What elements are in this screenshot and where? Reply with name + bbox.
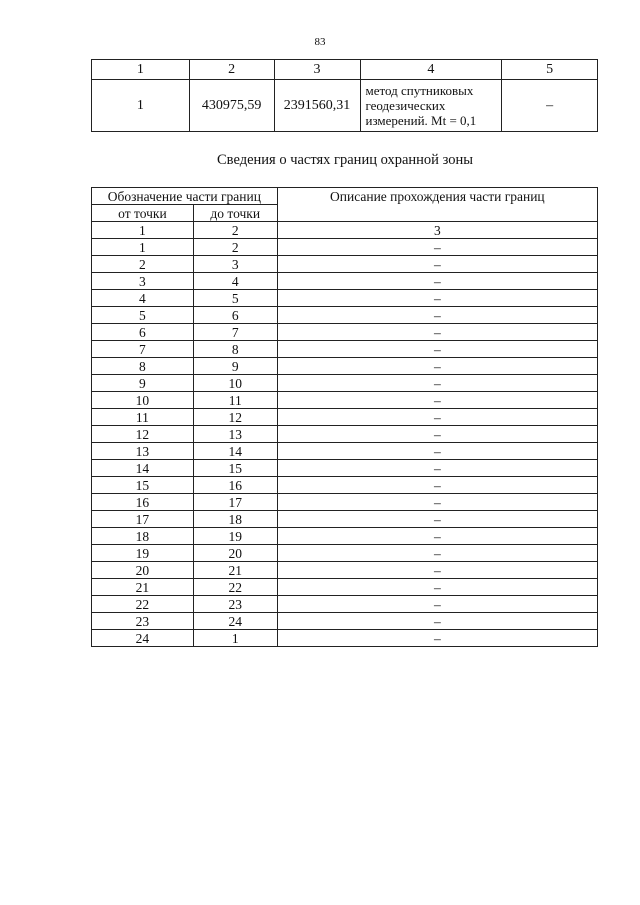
designation-header: Обозначение части границ xyxy=(92,188,278,205)
from-point-cell: 3 xyxy=(92,273,194,290)
table-row xyxy=(92,494,598,511)
boundary-parts-table xyxy=(91,187,598,647)
to-point-cell: 24 xyxy=(193,613,277,630)
description-cell: – xyxy=(277,358,597,375)
from-point-cell: 1 xyxy=(92,239,194,256)
to-point-cell: 16 xyxy=(193,477,277,494)
from-point-cell: 23 xyxy=(92,613,194,630)
from-point-cell: 5 xyxy=(92,307,194,324)
from-point-cell: 6 xyxy=(92,324,194,341)
from-point-cell: 4 xyxy=(92,290,194,307)
from-point-cell: 15 xyxy=(92,477,194,494)
to-point-cell: 22 xyxy=(193,579,277,596)
coordinates-table xyxy=(91,59,598,132)
description-cell: – xyxy=(277,545,597,562)
table-row xyxy=(92,613,598,630)
description-cell: – xyxy=(277,256,597,273)
table-row xyxy=(92,409,598,426)
x-coordinate: 430975,59 xyxy=(189,80,274,132)
table-row xyxy=(92,630,598,647)
boundary-rows xyxy=(92,239,598,647)
method-line-1: метод спутниковых xyxy=(365,83,474,98)
to-point-cell: 18 xyxy=(193,511,277,528)
description-cell: – xyxy=(277,375,597,392)
table-row xyxy=(92,358,598,375)
to-point-cell: 8 xyxy=(193,341,277,358)
from-point-cell: 16 xyxy=(92,494,194,511)
table-row xyxy=(92,324,598,341)
column-number-3: 3 xyxy=(277,222,597,239)
description-cell: – xyxy=(277,562,597,579)
description-cell: – xyxy=(277,409,597,426)
from-point-cell: 8 xyxy=(92,358,194,375)
column-number-2: 2 xyxy=(193,222,277,239)
description-cell: – xyxy=(277,613,597,630)
to-point-cell: 10 xyxy=(193,375,277,392)
description-cell: – xyxy=(277,273,597,290)
to-point-cell: 3 xyxy=(193,256,277,273)
to-point-cell: 20 xyxy=(193,545,277,562)
method-line-2: геодезических xyxy=(365,98,446,113)
header-cell-4: 4 xyxy=(360,60,502,80)
from-point-cell: 24 xyxy=(92,630,194,647)
from-point-cell: 18 xyxy=(92,528,194,545)
description-cell: – xyxy=(277,443,597,460)
method-description xyxy=(360,80,502,132)
coordinates-data-row xyxy=(92,80,598,132)
table-row xyxy=(92,443,598,460)
column-numbering-row xyxy=(92,222,598,239)
from-point-cell: 17 xyxy=(92,511,194,528)
table-row xyxy=(92,579,598,596)
table-row xyxy=(92,375,598,392)
to-point-cell: 2 xyxy=(193,239,277,256)
to-point-cell: 11 xyxy=(193,392,277,409)
from-point-header: от точки xyxy=(92,205,194,222)
from-point-cell: 7 xyxy=(92,341,194,358)
coordinates-header-row xyxy=(92,60,598,80)
description-cell: – xyxy=(277,511,597,528)
from-point-cell: 14 xyxy=(92,460,194,477)
table-row xyxy=(92,273,598,290)
section-title: Сведения о частях границ охранной зоны xyxy=(217,152,473,168)
to-point-cell: 7 xyxy=(193,324,277,341)
to-point-cell: 13 xyxy=(193,426,277,443)
to-point-cell: 1 xyxy=(193,630,277,647)
description-cell: – xyxy=(277,494,597,511)
table-row xyxy=(92,562,598,579)
description-cell: – xyxy=(277,460,597,477)
description-cell: – xyxy=(277,528,597,545)
description-cell: – xyxy=(277,392,597,409)
description-cell: – xyxy=(277,426,597,443)
to-point-cell: 23 xyxy=(193,596,277,613)
to-point-cell: 14 xyxy=(193,443,277,460)
description-header: Описание прохождения части границ xyxy=(277,188,597,222)
note-cell: – xyxy=(502,80,598,132)
to-point-cell: 19 xyxy=(193,528,277,545)
description-cell: – xyxy=(277,324,597,341)
table-row xyxy=(92,256,598,273)
table-row xyxy=(92,596,598,613)
from-point-cell: 19 xyxy=(92,545,194,562)
description-cell: – xyxy=(277,630,597,647)
from-point-cell: 21 xyxy=(92,579,194,596)
from-point-cell: 20 xyxy=(92,562,194,579)
page-number: 83 xyxy=(314,36,326,48)
header-cell-3: 3 xyxy=(274,60,360,80)
description-cell: – xyxy=(277,239,597,256)
header-cell-5: 5 xyxy=(502,60,598,80)
table-row xyxy=(92,290,598,307)
column-number-1: 1 xyxy=(92,222,194,239)
from-point-cell: 12 xyxy=(92,426,194,443)
table-row xyxy=(92,392,598,409)
table-row xyxy=(92,460,598,477)
method-line-3: измерений. Mt = 0,1 xyxy=(365,113,477,128)
point-number: 1 xyxy=(92,80,190,132)
to-point-cell: 17 xyxy=(193,494,277,511)
y-coordinate: 2391560,31 xyxy=(274,80,360,132)
from-point-cell: 13 xyxy=(92,443,194,460)
from-point-cell: 2 xyxy=(92,256,194,273)
description-cell: – xyxy=(277,290,597,307)
table-row xyxy=(92,307,598,324)
boundary-head-row-1 xyxy=(92,188,598,205)
to-point-header: до точки xyxy=(193,205,277,222)
table-row xyxy=(92,528,598,545)
from-point-cell: 10 xyxy=(92,392,194,409)
table-row xyxy=(92,545,598,562)
table-row xyxy=(92,511,598,528)
table-row xyxy=(92,341,598,358)
table-row xyxy=(92,426,598,443)
description-cell: – xyxy=(277,307,597,324)
to-point-cell: 9 xyxy=(193,358,277,375)
to-point-cell: 12 xyxy=(193,409,277,426)
header-cell-1: 1 xyxy=(92,60,190,80)
to-point-cell: 4 xyxy=(193,273,277,290)
table-row xyxy=(92,477,598,494)
from-point-cell: 22 xyxy=(92,596,194,613)
to-point-cell: 21 xyxy=(193,562,277,579)
header-cell-2: 2 xyxy=(189,60,274,80)
table-row xyxy=(92,239,598,256)
description-cell: – xyxy=(277,477,597,494)
to-point-cell: 15 xyxy=(193,460,277,477)
description-cell: – xyxy=(277,341,597,358)
description-cell: – xyxy=(277,596,597,613)
from-point-cell: 11 xyxy=(92,409,194,426)
from-point-cell: 9 xyxy=(92,375,194,392)
to-point-cell: 5 xyxy=(193,290,277,307)
to-point-cell: 6 xyxy=(193,307,277,324)
description-cell: – xyxy=(277,579,597,596)
